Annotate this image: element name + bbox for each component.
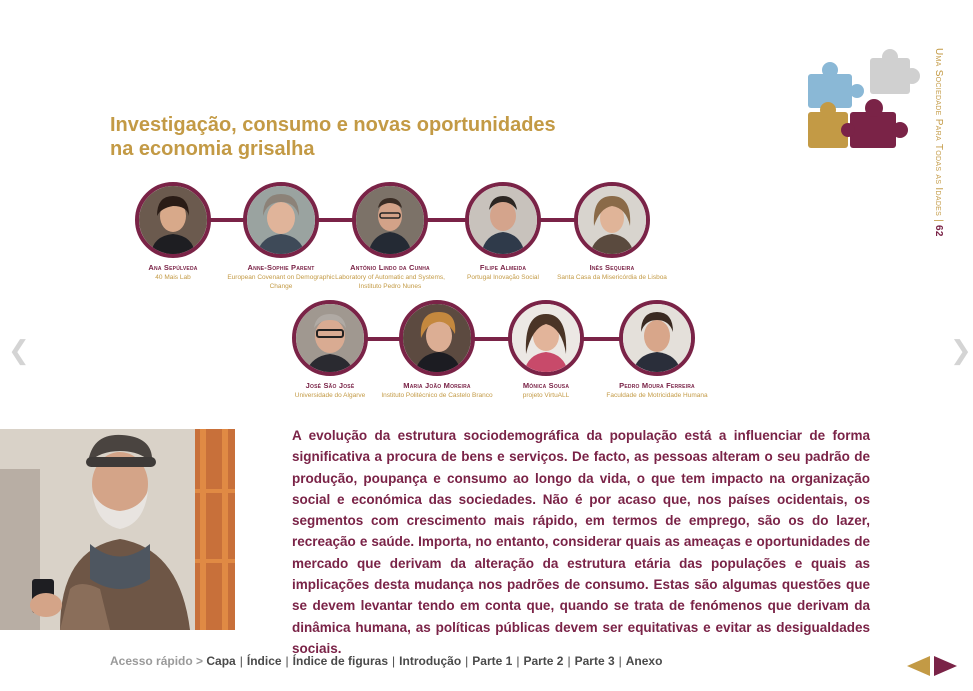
- speaker-name: Inês Sequeira: [589, 263, 635, 272]
- separator: |: [465, 654, 469, 668]
- chevron-right-icon[interactable]: ❯: [950, 335, 972, 365]
- separator: |: [618, 654, 622, 668]
- speaker-photo: [574, 182, 650, 258]
- link-parte-1[interactable]: Parte 1: [472, 654, 513, 668]
- chevron-left-icon[interactable]: ❮: [8, 335, 30, 365]
- speaker-org: Universidade do Algarve: [294, 392, 366, 399]
- link-introducao[interactable]: Introdução: [399, 654, 462, 668]
- speaker-card: [221, 182, 341, 291]
- speaker-card: [377, 300, 497, 401]
- quick-access-bar: [110, 654, 662, 668]
- speaker-photo: [465, 182, 541, 258]
- link-anexo[interactable]: Anexo: [625, 654, 663, 668]
- speaker-name: José São José: [305, 381, 355, 390]
- puzzle-logo: [800, 48, 920, 154]
- speaker-org: 40 Mais Lab: [155, 274, 191, 281]
- separator: |: [392, 654, 396, 668]
- speaker-card: [597, 300, 717, 401]
- triangle-right-icon[interactable]: [934, 656, 957, 676]
- speaker-card: [330, 182, 450, 291]
- speaker-org: Faculdade de Motricidade Humana: [606, 392, 708, 399]
- link-indice-figuras[interactable]: Índice de figuras: [292, 654, 389, 668]
- page-title-line2: na economia grisalha: [110, 138, 315, 160]
- speaker-card: [552, 182, 672, 283]
- page-title: [110, 113, 630, 161]
- speaker-card: [270, 300, 390, 401]
- side-title-separator: |: [933, 219, 944, 223]
- speaker-name: Anne-Sophie Parent: [247, 263, 315, 272]
- speaker-org: Instituto Politécnico de Castelo Branco: [381, 392, 493, 399]
- separator: |: [239, 654, 243, 668]
- link-capa[interactable]: Capa: [206, 654, 236, 668]
- speaker-name: Pedro Moura Ferreira: [619, 381, 695, 390]
- speaker-name: Maria João Moreira: [403, 381, 471, 390]
- speaker-photo: [352, 182, 428, 258]
- speaker-photo: [135, 182, 211, 258]
- link-parte-3[interactable]: Parte 3: [574, 654, 615, 668]
- separator: |: [516, 654, 520, 668]
- side-title-text: Uma Sociedade Para Todas as Idades: [933, 48, 944, 217]
- separator: |: [567, 654, 571, 668]
- page-navigation: [905, 654, 959, 678]
- speaker-card: [486, 300, 606, 401]
- speaker-photo: [243, 182, 319, 258]
- speaker-org: Santa Casa da Misericórdia de Lisboa: [557, 274, 667, 281]
- side-title: [933, 48, 961, 258]
- speaker-photo: [399, 300, 475, 376]
- speaker-name: Ana Sepúlveda: [148, 263, 198, 272]
- speaker-photo: [619, 300, 695, 376]
- link-parte-2[interactable]: Parte 2: [523, 654, 564, 668]
- quick-access-label: Acesso rápido >: [110, 654, 204, 668]
- elderly-man-photo: [0, 429, 235, 630]
- speaker-org: Laboratory of Automatic and Systems, Instituto Pedro Nunes: [335, 274, 445, 290]
- page-number: 62: [933, 225, 944, 237]
- separator: |: [285, 654, 289, 668]
- body-paragraph: A evolução da estrutura sociodemográfica da população está a influenciar de forma significativa a procura de bens e serviços. De facto, as pessoas alteram o seu padrão de produção, poupança e consumo ao longo da vida, o que tem impacto na organização social e económica das sociedades. Não é por acaso que, nos países ocidentais, os segmentos com crescimento mais rápido, em termos de emprego, são os do lazer, recreação e saúde. Importa, no entanto, considerar quais as ameaças e oportunidades de mercado que derivam da alteração da estrutura etária das populações e quais as implicações desta mudança nos padrões de consumo. Estas são algumas questões que se devem levantar tendo em conta que, quando se trata de fenómenos que derivam da dinâmica humana, as políticas públicas devem ser equitativas e evitar as desigualdades sociais.: [292, 428, 870, 656]
- speaker-card: [443, 182, 563, 283]
- page-title-line1: Investigação, consumo e novas oportunidades: [110, 114, 556, 136]
- triangle-left-icon[interactable]: [907, 656, 930, 676]
- speaker-org: projeto VirtuALL: [522, 392, 570, 399]
- speaker-photo: [508, 300, 584, 376]
- speaker-name: Mónica Sousa: [522, 381, 570, 390]
- speaker-org: European Covenant on Demographic Change: [227, 274, 335, 290]
- speaker-name: Filipe Almeida: [479, 263, 527, 272]
- link-indice[interactable]: Índice: [246, 654, 282, 668]
- speaker-org: Portugal Inovação Social: [467, 274, 539, 281]
- speaker-photo: [292, 300, 368, 376]
- speaker-card: [113, 182, 233, 283]
- speaker-name: António Lindo da Cunha: [350, 263, 430, 272]
